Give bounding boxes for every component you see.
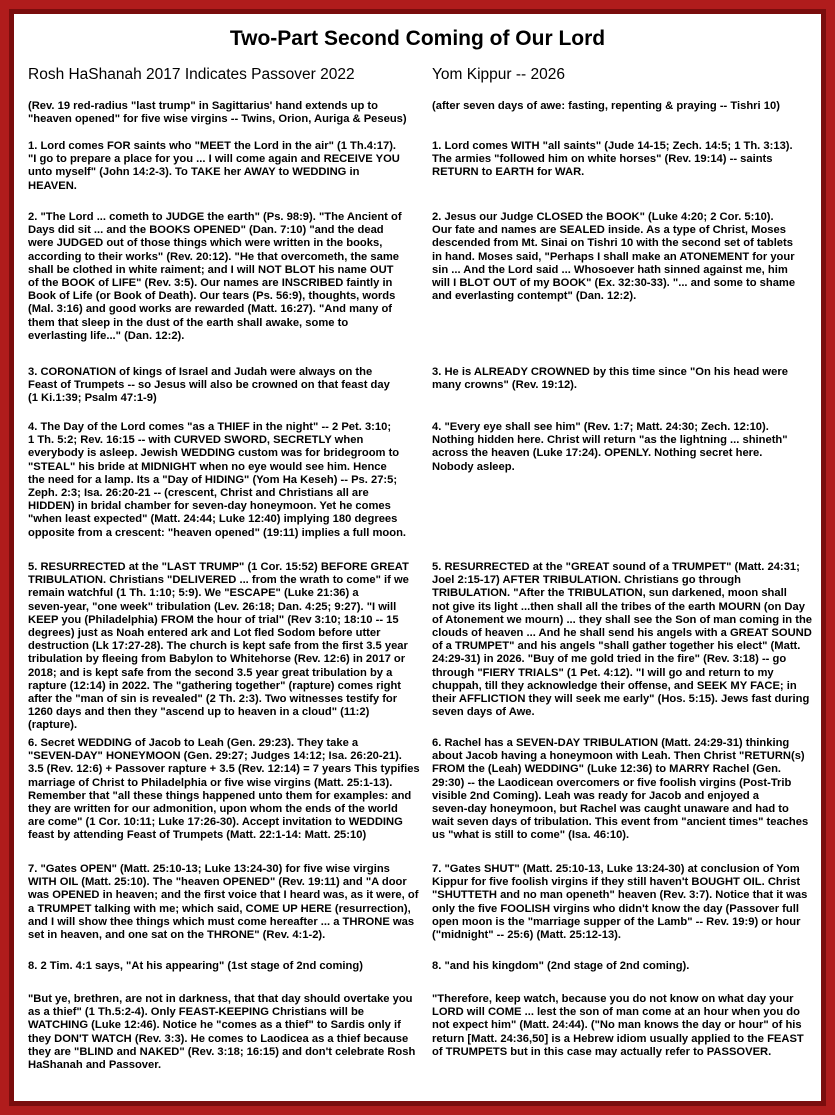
left-para-7: 7. "Gates OPEN" (Matt. 25:10-13; Luke 13:24-30) for five wise virgins WITH OIL (Matt. 25:10). The "heaven OPENED" (Rev. 19:11) and "A door was OPENED in heaven; and the first voice that I heard was, as it were, of a TRUMPET talking with me; which said, COME UP HERE (resurrection), and I will show thee things which must come hereafter ... a THRONE was set in heaven, and one sat on the THRONE" (Rev. 4:1-2). <box>28 863 419 942</box>
left-para-2: 2. "The Lord ... cometh to JUDGE the earth" (Ps. 98:9). "The Ancient of Days did sit ... and the BOOKS OPENED" (Dan. 7:10) "and the dead were JUDGED out of those things which were written in the books, according to their works" (Rev. 20:12). "He that overcometh, the same shall be clothed in white raiment; and I will NOT BLOT his name OUT of the BOOK of LIFE" (Rev. 3:5). Our names are INSCRIBED faintly in Book of Life (or Book of Death). Our tears (Ps. 56:9), thoughts, words (Mal. 3:16) and good works are rewarded (Matt. 16:27). "And many of them that sleep in the dust of the earth shall awake, some to everlasting life..." (Dan. 12:2). <box>28 211 402 342</box>
document-page <box>14 14 821 1101</box>
right-para-5: 5. RESURRECTED at the "GREAT sound of a TRUMPET" (Matt. 24:31; Joel 2:15-17) AFTER TRIBULATION. Christians go through TRIBULATION. "After the TRIBULATION, sun darkened, moon shall not give its light ...then shall all the tribes of the earth MOURN (on Day of Atonement we mourn) ... they shall see the Son of man coming in the clouds of heaven ... And he shall send his angels with a GREAT SOUND of a TRUMPET" and his angels "shall gather together his elect" (Matt. 24:29-31) in 2026. "Buy of me gold tried in the fire" (Rev. 3:18) -- go through "FIERY TRIALS" (1 Pet. 4:12). "I will go and return to my chuppah, till they acknowledge their offense, and SEEK MY FACE; in their AFFLICTION they will seek me early" (Hos. 5:15). Jews fast during seven days of Awe. <box>432 561 812 719</box>
page-title: Two-Part Second Coming of Our Lord <box>229 27 606 50</box>
right-para-8: 8. "and his kingdom" (2nd stage of 2nd coming). <box>432 960 690 972</box>
left-para-9: "But ye, brethren, are not in darkness, that that day should overtake you as a thief" (1 Th.5:2-4). Only FEAST-KEEPING Christians will be WATCHING (Luke 12:46). Notice he "comes as a thief" to Sardis only if they DON'T WATCH (Rev. 3:3). He comes to Laodicea as a thief because they are "BLIND and NAKED" (Rev. 3:18; 16:15) and don't celebrate Rosh HaShanah and Passover. <box>28 993 416 1072</box>
right-para-3: 3. He is ALREADY CROWNED by this time since "On his head were many crowns" (Rev. 19:12). <box>432 366 788 392</box>
left-para-1: 1. Lord comes FOR saints who "MEET the Lord in the air" (1 Th.4:17). "I go to prepare a place for you ... I will come again and RECEIVE YOU unto myself" (John 14:2-3). To TAKE her AWAY to WEDDING in HEAVEN. <box>28 140 400 192</box>
left-para-6: 6. Secret WEDDING of Jacob to Leah (Gen. 29:23). They take a "SEVEN-DAY" HONEYMOON (Gen. 29:27; Judges 14:12; Isa. 26:20-21). 3.5 (Rev. 12:6) + Passover rapture + 3.5 (Rev. 12:14) = 7 years This typifies marriage of Christ to Philadelphia or five wise virgins (Matt. 25:1-13). Remember that "all these things happened unto them for examples: and they are written for our admonition, upon whom the ends of the world are come" (1 Cor. 10:11; Luke 17:26-30). Accept invitation to WEDDING feast by attending Feast of Trumpets (Matt. 22:1-14: Matt. 25:10) <box>28 737 420 842</box>
right-para-9: "Therefore, keep watch, because you do not know on what day your LORD will COME ... lest the son of man come at an hour when you do not expect him" (Matt. 24:44). ("No man knows the day or hour" of his return [Matt. 24:36,50] is a Hebrew idiom usually applied to the FEAST of TRUMPETS but in this case may actually refer to PASSOVER. <box>432 993 804 1058</box>
left-para-5: 5. RESURRECTED at the "LAST TRUMP" (1 Cor. 15:52) BEFORE GREAT TRIBULATION. Christians "DELIVERED ... from the wrath to come" if we remain watchful (1 Th. 1:10; 5:9). We "ESCAPE" (Luke 21:36) a seven-year, "one week" tribulation (Lev. 26:18; Dan. 4:25; 9:27). "I will KEEP you (Philadelphia) FROM the hour of trial" (Rev 3:10; 18:10 -- 15 degrees) just as Noah entered ark and Lot fled Sodom before utter destruction (Lk 17:27-28). The church is kept safe from the first 3.5 year tribulation by fleeing from Babylon to Whitehorse (Rev. 12:6) in 2017 or 2018; and is kept safe from the second 3.5 year great tribulation by a rapture (12:14) in 2022. The "gathering together" (rapture) comes right after the "man of sin is revealed" (2 Th. 2:3). Two witnesses testify for 1260 days and then they "ascend up to heaven in a cloud" (11:2) (rapture). <box>28 561 409 732</box>
right-para-7: 7. "Gates SHUT" (Matt. 25:10-13, Luke 13:24-30) at conclusion of Yom Kippur for five foolish virgins if they still haven't BOUGHT OIL. Christ "SHUTTETH and no man openeth" heaven (Rev. 3:7). Notice that it was only the five FOOLISH virgins who didn't know the day (Passover full open moon is the "marriage supper of the Lamb" -- Rev. 19:9) or hour ("midnight" -- 25:6) (Matt. 25:12-13). <box>432 863 808 942</box>
right-para-2: 2. Jesus our Judge CLOSED the BOOK" (Luke 4:20; 2 Cor. 5:10). Our fate and names are SEALED inside. As a type of Christ, Moses descended from Mt. Sinai on Tishri 10 with the second set of tablets in hand. Moses said, "Perhaps I shall make an ATONEMENT for your sin ... And the Lord said ... Whosoever hath sinned against me, him will I BLOT OUT of my BOOK" (Ex. 32:30-33). "... and some to shame and everlasting contempt" (Dan. 12:2). <box>432 211 796 303</box>
left-para-intro: (Rev. 19 red-radius "last trump" in Sagittarius' hand extends up to "heaven opened" for five wise virgins -- Twins, Orion, Auriga & Peseus) <box>28 100 407 126</box>
right-para-4: 4. "Every eye shall see him" (Rev. 1:7; Matt. 24:30; Zech. 12:10). Nothing hidden here. Christ will return "as the lightning ... shineth" across the heaven (Luke 17:24). OPENLY. Nothing secret here. Nobody asleep. <box>432 421 788 473</box>
right-para-1: 1. Lord comes WITH "all saints" (Jude 14-15; Zech. 14:5; 1 Th. 3:13). The armies "followed him on white horses" (Rev. 19:14) -- saints RETURN to EARTH for WAR. <box>432 140 793 179</box>
left-column-heading: Rosh HaShanah 2017 Indicates Passover 2022 <box>28 66 355 83</box>
left-para-8: 8. 2 Tim. 4:1 says, "At his appearing" (1st stage of 2nd coming) <box>28 960 363 972</box>
left-para-3: 3. CORONATION of kings of Israel and Judah were always on the Feast of Trumpets -- so Jesus will also be crowned on that feast day (1 Ki.1:39; Psalm 47:1-9) <box>28 366 390 405</box>
right-column-heading: Yom Kippur -- 2026 <box>432 66 565 83</box>
right-para-intro: (after seven days of awe: fasting, repenting & praying -- Tishri 10) <box>432 100 780 112</box>
left-para-4: 4. The Day of the Lord comes "as a THIEF in the night" -- 2 Pet. 3:10; 1 Th. 5:2; Rev. 16:15 -- with CURVED SWORD, SECRETLY when everybody is asleep. Jewish WEDDING custom was for bridegroom to "STEAL" his bride at MIDNIGHT when no eye would see him. Hence the need for a lamp. Its a "Day of HIDING" (Yom Ha Keseh) -- Ps. 27:5; Zeph. 2:3; Isa. 26:20-21 -- (crescent, Christ and Christians all are HIDDEN) in bridal chamber for seven-day honeymoon. Yet he comes "when least expected" (Matt. 24:44; Luke 12:40) implying 180 degrees opposite from a crescent: "heaven opened" (19:11) implies a full moon. <box>28 421 407 539</box>
right-para-6: 6. Rachel has a SEVEN-DAY TRIBULATION (Matt. 24:29-31) thinking about Jacob having a honeymoon with Leah. Then Christ "RETURN(s) FROM the (Leah) WEDDING" (Luke 12:36) to MARRY Rachel (Gen. 29:30) -- the Laodicean overcomers or five foolish virgins (Post-Trib visible 2nd Coming). Leah was ready for Jacob and enjoyed a seven-day honeymoon, but Rachel was caught unaware and had to wait seven days of tribulation. This event from "ancient times" teaches us "what is still to come" (Isa. 46:10). <box>432 737 809 842</box>
